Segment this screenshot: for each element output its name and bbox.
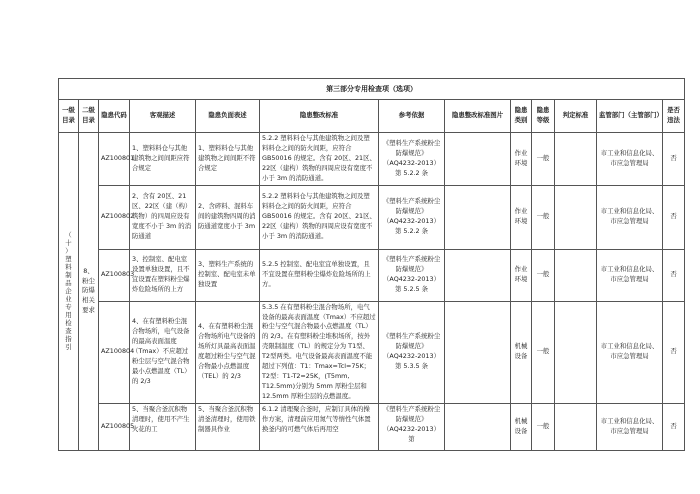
supervising-dept: 市工业和信息化局、市应急管理局	[597, 403, 663, 450]
judge-standard	[555, 185, 597, 249]
standard-image	[445, 185, 511, 249]
negative-statement: 2、含碎料、混料车间的建筑物四周的消防通道宽度小于 3m	[196, 185, 260, 249]
hazard-code: AZ100805	[99, 403, 130, 450]
objective-description: 3、控制室、配电室设置单独设置，且不宜设置在塑料粉尘爆炸危险场所的上方	[130, 249, 196, 301]
reference-basis: 《塑料生产系统粉尘防爆规范》（AQ4232-2013）第	[379, 403, 445, 450]
hazard-level: 一般	[532, 403, 555, 450]
level1-directory: （ 十 ） 塑 料 制 品 企 业 专 用 检 查 指 引	[59, 133, 79, 451]
judge-standard	[555, 249, 597, 301]
hazard-level: 一般	[532, 249, 555, 301]
is-illegal: 否	[663, 301, 685, 403]
hazard-category: 作业环境	[511, 249, 532, 301]
standard-image	[445, 403, 511, 450]
supervising-dept: 市工业和信息化局、市应急管理局	[597, 133, 663, 186]
negative-statement: 1、塑料料仓与其他建筑物之间间距不符合规定	[196, 133, 260, 186]
hazard-code: AZ100803	[99, 249, 130, 301]
objective-description: 2、含有 20区、21区、22区（建（构）筑物）的四周应设有宽度不小于 3m 的消防通道	[130, 185, 196, 249]
header-negative: 隐患负面表述	[196, 100, 260, 133]
hazard-level: 一般	[532, 185, 555, 249]
is-illegal: 否	[663, 249, 685, 301]
hazard-code: AZ100804	[99, 301, 130, 403]
judge-standard	[555, 403, 597, 450]
negative-statement: 4、在有塑料粉尘混合物场所电气设备的场所灯具最高表面温度超过粉尘与空气混合物最小点燃温度（TEL）的 2/3	[196, 301, 260, 403]
inspection-table	[58, 78, 685, 451]
is-illegal: 否	[663, 133, 685, 186]
standard-image	[445, 301, 511, 403]
table-row	[59, 301, 685, 403]
reference-basis: 《塑料生产系统粉尘防爆规范》（AQ4232-2013）第 5.3.5 条	[379, 301, 445, 403]
supervising-dept: 市工业和信息化局、市应急管理局	[597, 249, 663, 301]
hazard-category: 机械设备	[511, 301, 532, 403]
header-category: 隐患类别	[511, 100, 532, 133]
header-level: 隐患等级	[532, 100, 555, 133]
rectification-standard: 6.1.2 清理聚合釜时，应制订具体的操作方案，清理前应用氮气等惰性气体置换釜内的可燃气体后再用空	[260, 403, 379, 450]
negative-statement: 5、当聚合釜沉积物清釜清理时，使用铁制器具作业	[196, 403, 260, 450]
rectification-standard: 5.2.2 塑料料仓与其他建筑物之间及塑料料仓之间的防火间距，应符合 GB50016 的规定。含有 20区、21区、22区（建构）筑物的四周应设有宽度不小于 3m 的消防通道。	[260, 185, 379, 249]
reference-basis: 《塑料生产系统粉尘防爆规范》（AQ4232-2013）第 5.2.5 条	[379, 249, 445, 301]
header-illegal: 是否违法	[663, 100, 685, 133]
hazard-category: 作业环境	[511, 185, 532, 249]
table-row	[59, 185, 685, 249]
header-dept: 监管部门（主管部门）	[597, 100, 663, 133]
standard-image	[445, 249, 511, 301]
header-level2: 二级目录	[79, 100, 99, 133]
judge-standard	[555, 301, 597, 403]
hazard-level: 一般	[532, 133, 555, 186]
hazard-category: 作业环境	[511, 133, 532, 186]
reference-basis: 《塑料生产系统粉尘防爆规范》（AQ4232-2013）第 5.2.2 条	[379, 185, 445, 249]
table-row	[59, 249, 685, 301]
judge-standard	[555, 133, 597, 186]
hazard-category: 机械设备	[511, 403, 532, 450]
supervising-dept: 市工业和信息化局、市应急管理局	[597, 185, 663, 249]
header-judge: 判定标准	[555, 100, 597, 133]
standard-image	[445, 133, 511, 186]
supervising-dept: 市工业和信息化局、市应急管理局	[597, 301, 663, 403]
header-code: 隐患代码	[99, 100, 130, 133]
header-reference: 参考依据	[379, 100, 445, 133]
is-illegal: 否	[663, 403, 685, 450]
table-row	[59, 133, 685, 186]
hazard-code: AZ100802	[99, 185, 130, 249]
rectification-standard: 5.2.2 塑料料仓与其他建筑物之间及塑料料仓之间的防火间距，应符合 GB50016 的规定。含有 20区、21区、22区（建构）筑物的四周应设有宽度不小于 3m 的消防通道。	[260, 133, 379, 186]
header-row	[59, 100, 685, 133]
rectification-standard: 5.3.5 在有塑料粉尘混合物场所，电气设备的最高表面温度（Tmax）不应超过粉尘与空气混合物最小点燃温度（TL）的 2/3。在有塑料粉尘堆积场所，按外壳限制温度（TL）的规定分为 T1型、T2型两类。电气设备最高表面温度不能超过下列值：T1：Tmax=Tcl=75K；T2型：T1-T2=25K，(T5mm, T12.5mm)分别为 5mm 厚粉尘层和 12.5mm 厚粉尘层的点燃温度。	[260, 301, 379, 403]
hazard-level: 一般	[532, 301, 555, 403]
negative-statement: 3、塑料生产系统的控制室、配电室未单独设置	[196, 249, 260, 301]
objective-description: 4、在有塑料粉尘混合物场所，电气设备的最高表面温度（Tmax）不应超过粉尘层与空气混合物最小点燃温度（TL）的 2/3	[130, 301, 196, 403]
header-description: 客观描述	[130, 100, 196, 133]
header-level1: 一级目录	[59, 100, 79, 133]
header-standard: 隐患整改标准	[260, 100, 379, 133]
objective-description: 5、当聚合釜沉积物清理时，使用不产生火花的工	[130, 403, 196, 450]
level2-directory: 8、粉尘防爆相关要求	[79, 133, 99, 451]
header-image: 隐患整改标准图片	[445, 100, 511, 133]
hazard-code: AZ100801	[99, 133, 130, 186]
table-row	[59, 403, 685, 450]
reference-basis: 《塑料生产系统粉尘防爆规范》（AQ4232-2013）第 5.2.2 条	[379, 133, 445, 186]
inspection-sheet	[58, 78, 680, 451]
objective-description: 1、塑料料仓与其他建筑物之间间距应符合规定	[130, 133, 196, 186]
table-title: 第三部分专用检查项（选项）	[59, 79, 685, 100]
rectification-standard: 5.2.5 控制室、配电室宜单独设置，且不宜设置在塑料粉尘爆炸危险场所的上方。	[260, 249, 379, 301]
is-illegal: 否	[663, 185, 685, 249]
